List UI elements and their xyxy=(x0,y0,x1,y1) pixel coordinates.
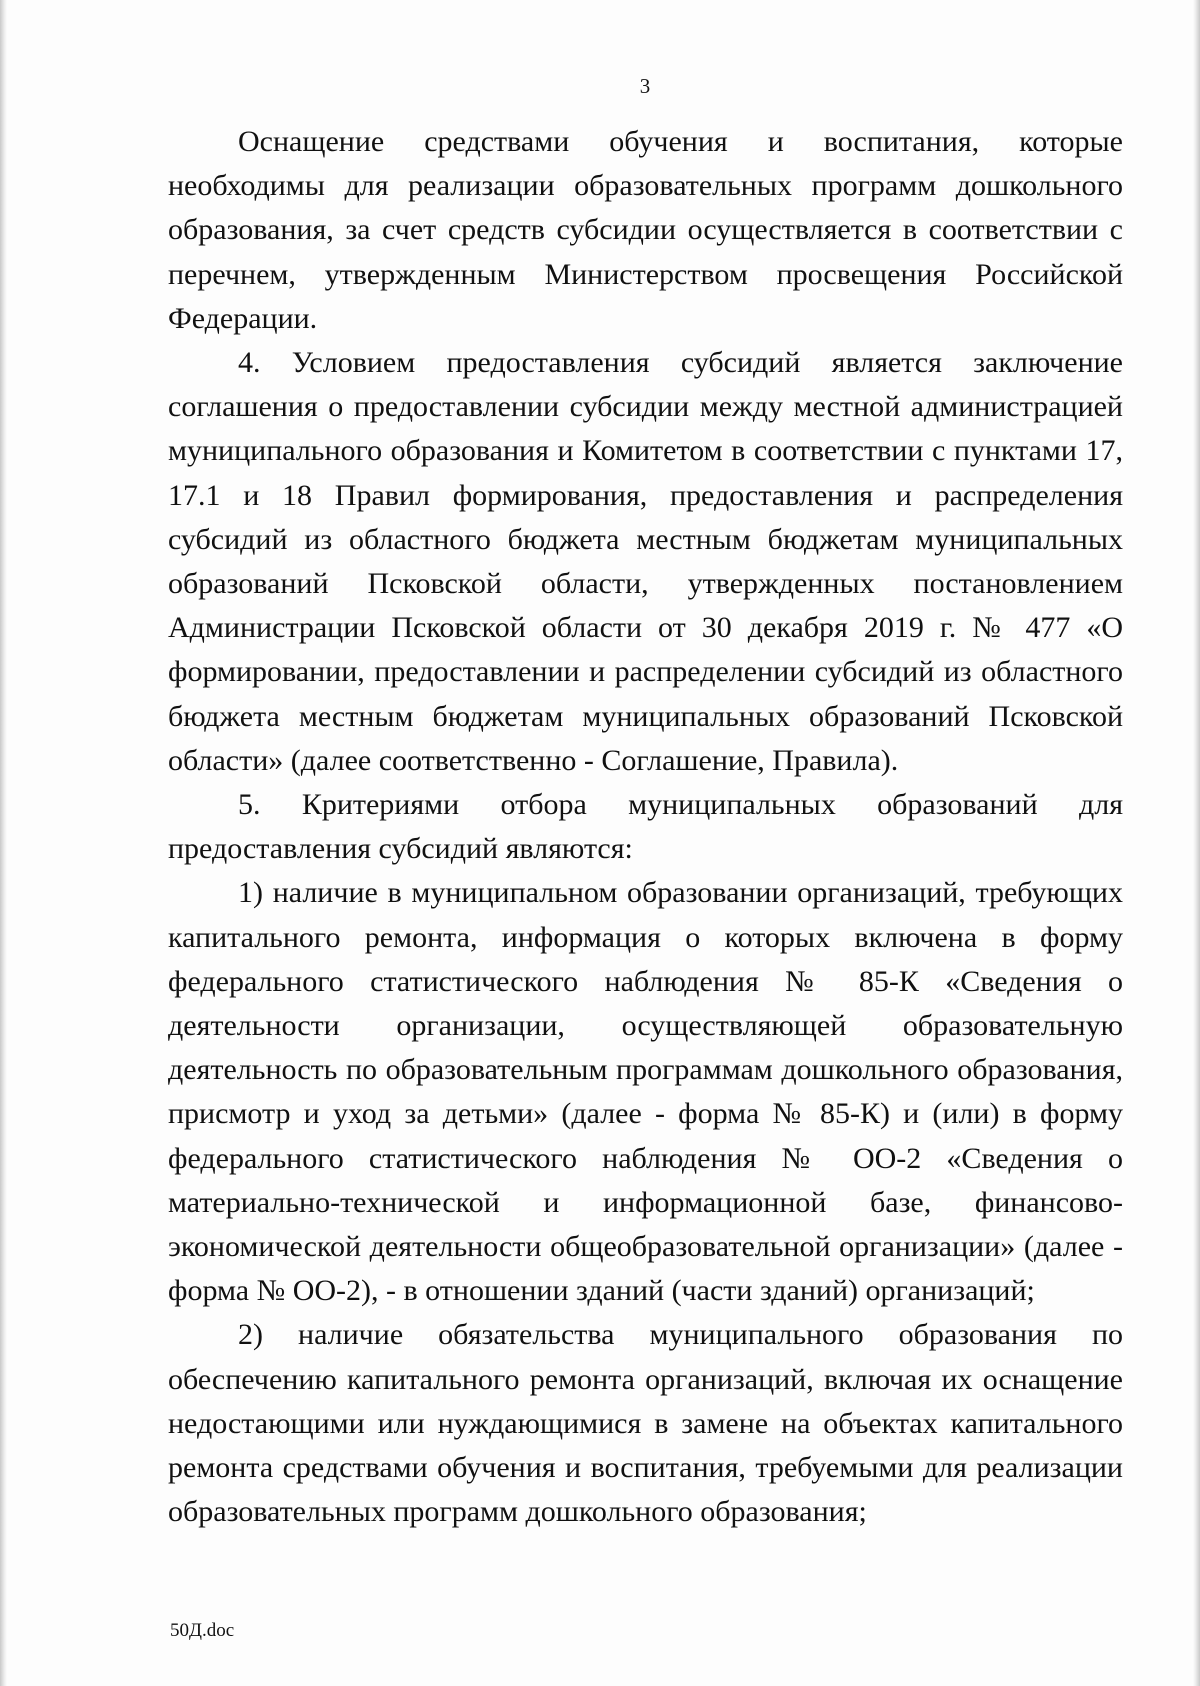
paragraph-criterion-2: 2) наличие обязательства муниципального образования по обеспечению капитального ремонта организаций, включая их оснащение недостающими или нуждающимися в замене на объектах капитального ремонта средствами обучения и воспитания, требуемыми для реализации образовательных программ дошкольного образования; xyxy=(168,1318,1123,1529)
paragraph-criterion-1: 1) наличие в муниципальном образовании организаций, требующих капитального ремонта, информация о которых включена в форму федерального статистического наблюдения № 85-К «Сведения о деятельности организации, осуществляющей образовательную деятельность по образовательным программам дошкольного образования, присмотр и уход за детьми» (далее - форма № 85-К) и (или) в форму федерального статистического наблюдения № ОО-2 «Сведения о материально-технической и информационной базе, финансово-экономической деятельности общеобразовательной организации» (далее - форма № ОО-2), - в отношении зданий (части зданий) организаций; xyxy=(168,876,1123,1308)
page-number: 3 xyxy=(639,74,651,98)
paragraph-equipment: Оснащение средствами обучения и воспитания, которые необходимы для реализации образовательных программ дошкольного образования, за счет средств субсидии осуществляется в соответствии с перечнем, утвержденным Министерством просвещения Российской Федерации. xyxy=(168,125,1123,335)
scan-edge-right xyxy=(1193,0,1200,1686)
paragraph-condition-4: 4. Условием предоставления субсидий является заключение соглашения о предоставлении субсидии между местной администрацией муниципального образования и Комитетом в соответствии с пунктами 17, 17.1 и 18 Правил формирования, предоставления и распределения субсидий из областного бюджета местным бюджетам муниципальных образований Псковской области, утвержденных постановлением Администрации Псковской области от 30 декабря 2019 г. № 477 «О формировании, предоставлении и распределении субсидий из областного бюджета местным бюджетам муниципальных образований Псковской области» (далее соответственно - Соглашение, Правила). xyxy=(168,346,1123,777)
paragraph-criteria-5: 5. Критериями отбора муниципальных образований для предоставления субсидий являются: xyxy=(168,788,1123,866)
document-body xyxy=(168,120,1123,1535)
scan-edge-left xyxy=(0,0,7,1686)
footer-filename: 50Д.doc xyxy=(170,1620,235,1641)
